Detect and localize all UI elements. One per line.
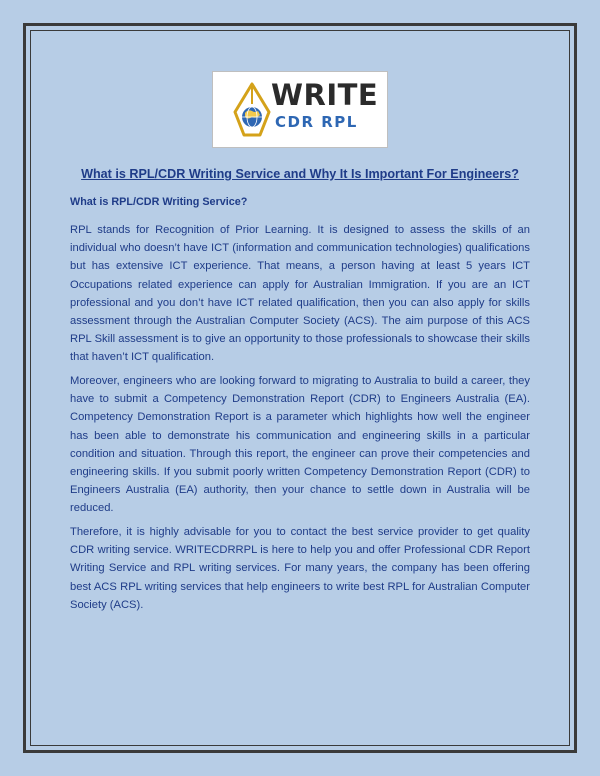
- paragraph-cdr-engineers: Moreover, engineers who are looking forward to migrating to Australia to build a career, they have to submit a Competency Demonstration Report (CDR) to Engineers Australia (EA). Competency Demonstration Report is a parameter which highlights how well the engineer has been able to demonstrate his communication and engineering skills in a particular condition and situation. Through this report, the engineer can prove their competencies and engineering skills. If you submit poorly written Competency Demonstration Report (CDR) to Engineers Australia (EA) authority, then your chance to settle down in Australia will be reduced.: [70, 375, 530, 515]
- paragraph-rpl-definition: RPL stands for Recognition of Prior Learning. It is designed to assess the skills of an individual who doesn’t have ICT (information and communication technologies) qualifications but has extensive ICT experience. That means, a person having at least 5 years ICT Occupations related experience can apply for Australian Immigration. If you are an ICT professional and you don’t have ICT related qualification, then you can also apply for skills assessment through the Australian Computer Society (ACS). The aim purpose of this ACS RPL Skill assessment is to give an opportunity to those professionals to showcase their skills that haven’t ICT qualification.: [70, 224, 530, 364]
- logo-subtitle: CDR RPL: [275, 113, 358, 131]
- company-logo: [212, 71, 388, 148]
- paragraph-service-offer: Therefore, it is highly advisable for you to contact the best service provider to get quality CDR writing service. WRITECDRRPL is here to help you and offer Professional CDR Report Writing Service and RPL writing services. For many years, the company has been offering best ACS RPL writing services that help engineers to write best RPL for Australian Computer Society (ACS).: [70, 526, 530, 611]
- logo-wordmark: WRITE: [271, 78, 379, 112]
- pen-nib-globe-icon: [229, 82, 275, 138]
- section-subheading: What is RPL/CDR Writing Service?: [70, 196, 248, 208]
- article-title: What is RPL/CDR Writing Service and Why It Is Important For Engineers?: [81, 167, 519, 181]
